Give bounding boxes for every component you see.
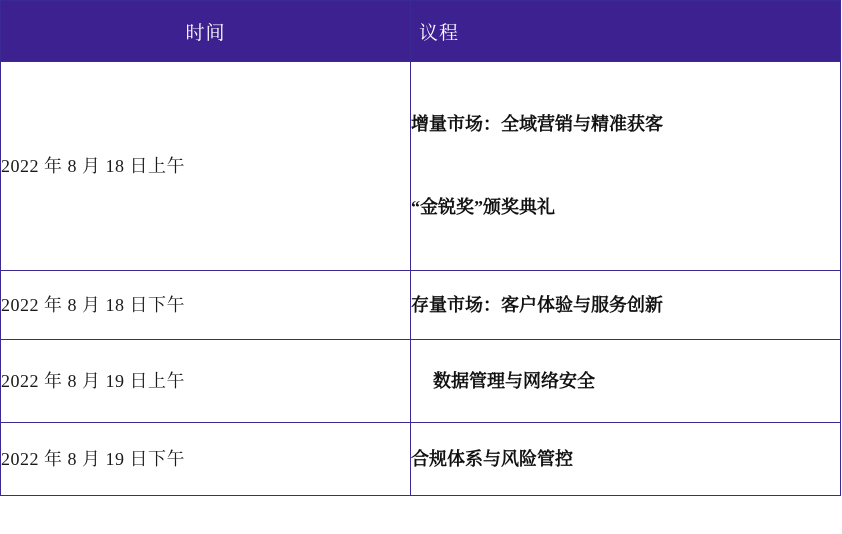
agenda-line: 增量市场：全域营销与精准获客: [411, 114, 663, 134]
cell-agenda: [411, 340, 841, 423]
column-header-agenda-label: 议程: [419, 22, 460, 44]
column-header-agenda: [411, 1, 841, 62]
column-header-time-label: 时间: [185, 22, 226, 44]
table-row: [1, 340, 841, 423]
table-row: [1, 62, 841, 271]
cell-agenda: [411, 423, 841, 496]
cell-time: 2022 年 8 月 19 日下午: [1, 423, 411, 496]
cell-agenda: [411, 271, 841, 340]
column-header-time: [1, 1, 411, 62]
table-row: [1, 423, 841, 496]
header-row: [1, 1, 841, 62]
agenda-line: 合规体系与风险管控: [411, 448, 573, 469]
cell-time: 2022 年 8 月 18 日下午: [1, 271, 411, 340]
agenda-line: 存量市场：客户体验与服务创新: [411, 294, 663, 315]
agenda-line: 数据管理与网络安全: [433, 370, 595, 391]
table-body: [1, 62, 841, 496]
cell-agenda: [411, 62, 841, 271]
table-header: [1, 1, 841, 62]
cell-time: 2022 年 8 月 19 日上午: [1, 340, 411, 423]
table-row: [1, 271, 841, 340]
cell-time: 2022 年 8 月 18 日上午: [1, 62, 411, 271]
agenda-line: “金锐奖”颁奖典礼: [411, 197, 555, 217]
